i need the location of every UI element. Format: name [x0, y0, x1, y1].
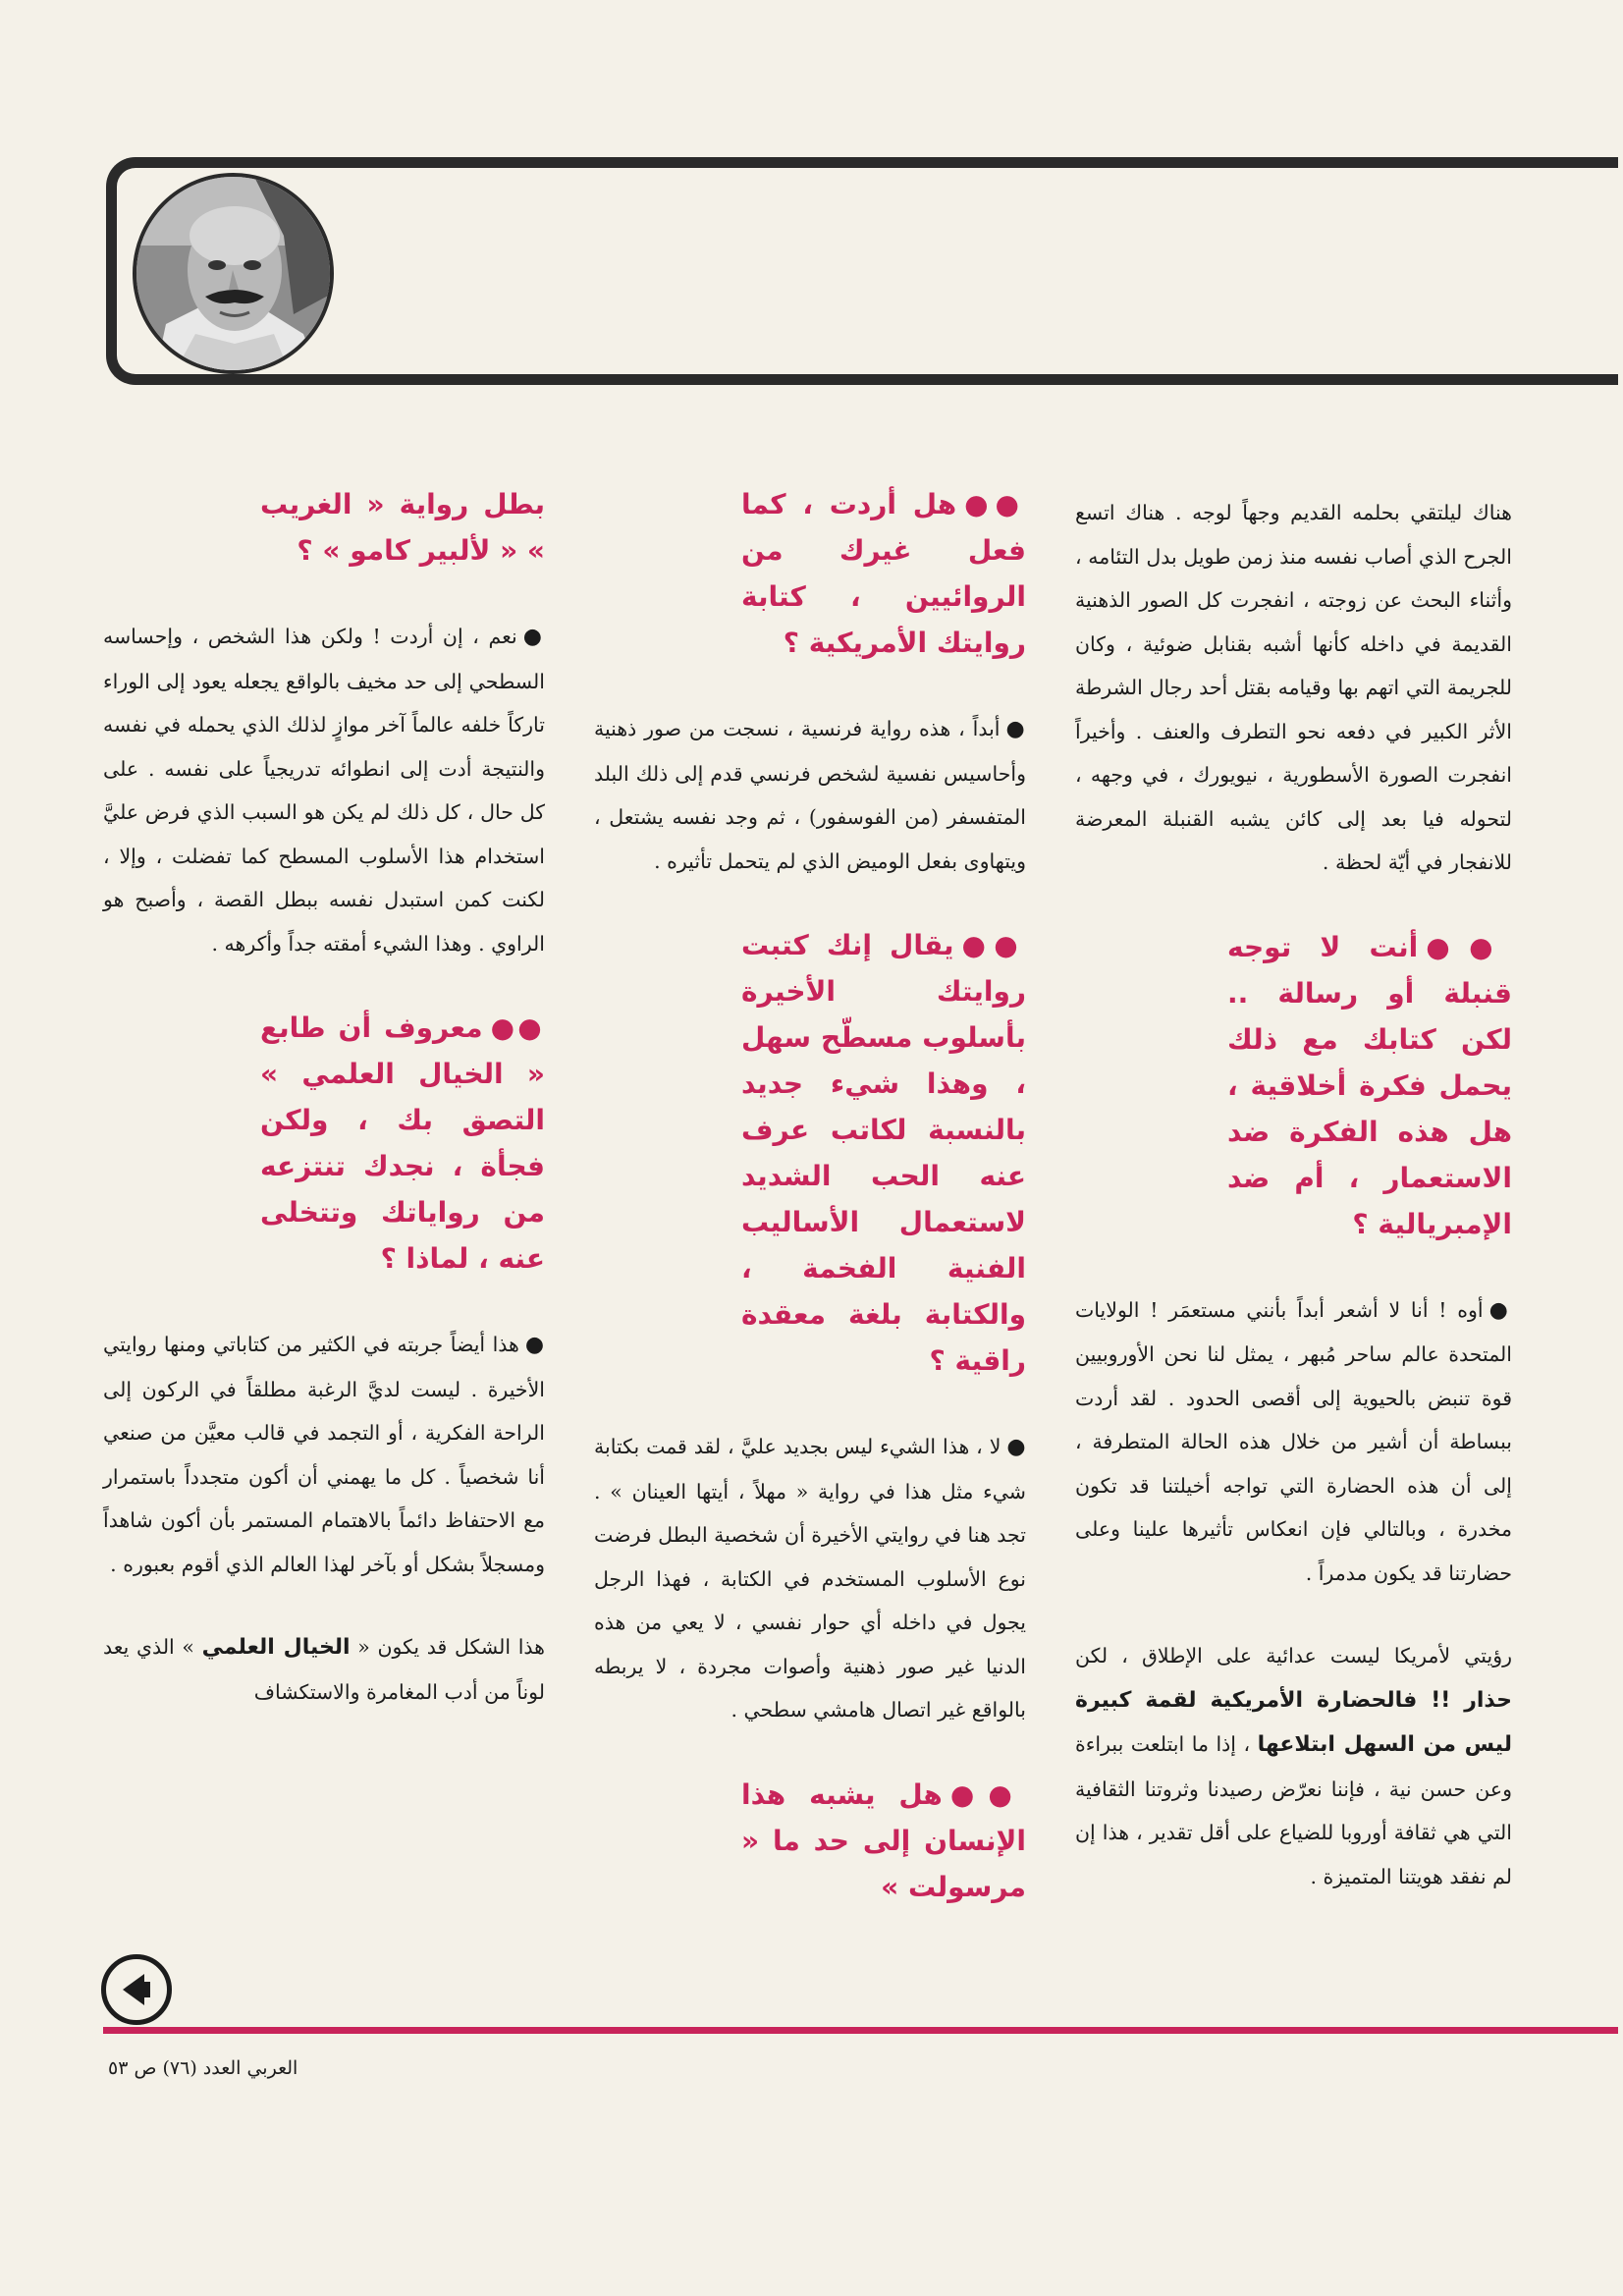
question-heading: ●●يقال إنك كتبت روايتك الأخيرة بأسلوب مسطّح سهل ، وهذا شيء جديد بالنسبة لكاتب عرف عنه الحب الشديد لاستعمال الأساليب الفنية الفخمة ، والكتابة بلغة معقدة راقية ؟ [741, 929, 1026, 1377]
question-heading: ●●أنت لا توجه قنبلة أو رسالة .. لكن كتابك مع ذلك يحمل فكرة أخلاقية ، هل هذه الفكرة ضد الاستعمار ، أم ضد الإمبريالية ؟ [1227, 930, 1512, 1240]
bullet-icon: ● [1005, 717, 1026, 741]
answer-paragraph: ●أبداً ، هذه رواية فرنسية ، نسجت من صور ذهنية وأحاسيس نفسية لشخص فرنسي قدم إلى ذلك البلد المتفسفر (من الفوسفور) ، ثم وجد نفسه يشتعل ، ويتهاوى بفعل الوميض الذي لم يتحمل تأثيره . [594, 717, 1026, 873]
arrow-left-icon [119, 1970, 154, 2009]
emphasis-text: حذار !! فالحضارة الأمريكية لقمة كبيرة ليس من السهل ابتلاعها [1075, 1687, 1512, 1757]
answer-paragraph: ●نعم ، إن أردت ! ولكن هذا الشخص ، وإحساسه السطحي إلى حد مخيف بالواقع يجعله يعود إلى الوراء تاركاً خلفه عالماً آخر موازٍ لذلك الذي يحمله في نفسه والنتيجة أدت إلى انطوائه تدريجياً على نفسه . على كل حال ، كل ذلك لم يكن هو السبب الذي فرض عليَّ استخدام هذا الأسلوب المسطح كما تفضلت ، وإلا ، لكنت كمن استبدل نفسه ببطل القصة ، وأصبح هو الراوي . وهذا الشيء أمقته جداً وأكرهه . [103, 625, 545, 956]
footer-rule [103, 2027, 1618, 2034]
bullet-dots-icon: ●● [961, 929, 1026, 961]
portrait-image [136, 177, 330, 370]
bullet-dots-icon: ●● [949, 1777, 1026, 1811]
question-heading: ●●هل يشبه هذا الإنسان إلى حد ما « مرسولت » [741, 1777, 1026, 1903]
bullet-icon: ● [524, 1333, 546, 1357]
answer-paragraph: ●أوه ! أنا لا أشعر أبداً بأنني مستعمَر ! الولايات المتحدة عالم ساحر مُبهر ، يمثل لنا نحن الأوروبيين قوة تنبض بالحيوية إلى أقصى الحدود . لقد أردت ببساطة أن أشير من خلال هذه الحالة المتطرفة ، إلى أن هذه الحضارة التي تواجه أخيلتنا قد تكون مخدرة ، وبالتالي فإن انعكاس تأثيرها علينا وعلى حضارتنا قد يكون مدمراً . [1075, 1297, 1513, 1585]
bullet-dots-icon: ●● [1426, 930, 1512, 963]
bullet-dots-icon: ●● [964, 488, 1026, 520]
column-left [103, 488, 546, 1753]
question-heading: ●●هل أردت ، كما فعل غيرك من الروائيين ، كتابة روايتك الأمريكية ؟ [741, 488, 1026, 659]
bullet-icon: ● [1488, 1297, 1513, 1323]
page-nav-button[interactable] [101, 1954, 172, 2025]
bullet-icon: ● [522, 625, 545, 649]
column-right [1075, 491, 1512, 1938]
portrait-photo [133, 173, 334, 374]
paragraph: هذا الشكل قد يكون « الخيال العلمي » الذي يعد لوناً من أدب المغامرة والاستكشاف [103, 1635, 545, 1704]
bullet-dots-icon: ●● [490, 1011, 545, 1044]
question-heading: بطل رواية « الغريب » « لألبير كامو » ؟ [260, 488, 545, 567]
answer-paragraph: ●هذا أيضاً جربته في الكثير من كتاباتي ومنها روايتي الأخيرة . ليست لديَّ الرغبة مطلقاً في الركون إلى الراحة الفكرية ، أو التجمد في قالب معيَّن من صنعي أنا شخصياً . كل ما يهمني أن أكون متجدداً باستمرار مع الاحتفاظ دائماً بالاهتمام المستمر بأن أكون شاهداً ومسجلاً بشكل أو بآخر لهذا العالم الذي أقوم بعبوره . [103, 1333, 546, 1576]
column-middle [594, 488, 1026, 1951]
paragraph: هناك ليلتقي بحلمه القديم وجهاً لوجه . هناك اتسع الجرح الذي أصاب نفسه منذ زمن طويل بدل التئامه ، وأثناء البحث عن زوجته ، انفجرت كل الصور الذهنية القديمة في داخله كأنها أشبه بقنابل ضوئية ، وكان للجريمة التي اتهم بها وقيامه بقتل أحد رجال الشرطة الأثر الكبير في دفعه نحو التطرف والعنف . وأخيراً انفجرت الصورة الأسطورية ، نيويورك ، في وجهه ، لتحوله فيا بعد إلى كائن يشبه القنبلة المعرضة للانفجار في أيّة لحظة . [1075, 501, 1512, 874]
paragraph: رؤيتي لأمريكا ليست عدائية على الإطلاق ، لكن حذار !! فالحضارة الأمريكية لقمة كبيرة ليس من السهل ابتلاعها ، إذا ما ابتلعت ببراءة وعن حسن نية ، فإننا نعرّض رصيدنا وثروتنا الثقافية التي هي ثقافة أوروبا للضياع على أقل تقدير ، هذا إن لم نفقد هويتنا المتميزة . [1075, 1644, 1512, 1888]
question-heading: ●●معروف أن طابع « الخيال العلمي » التصق بك ، ولكن فجأة ، نجدك تنتزعه من رواياتك وتتخلى عنه ، لماذا ؟ [260, 1011, 545, 1275]
answer-paragraph: ●لا ، هذا الشيء ليس بجديد عليَّ ، لقد قمت بكتابة شيء مثل هذا في رواية « مهلاً ، أيتها العينان » . تجد هنا في روايتي الأخيرة أن شخصية البطل فرضت نوع الأسلوب المستخدم في الكتابة ، فهذا الرجل يجول في داخله أي حوار نفسي ، لا يعي من هذه الدنيا غير صور ذهنية وأصوات مجردة ، لا يربطه بالواقع غير اتصال هامشي سطحي . [594, 1435, 1026, 1722]
emphasis-text: الخيال العلمي [201, 1635, 351, 1660]
issue-page-label: العربي العدد (٧٦) ص ٥٣ [108, 2057, 298, 2079]
bullet-icon: ● [1006, 1435, 1026, 1459]
